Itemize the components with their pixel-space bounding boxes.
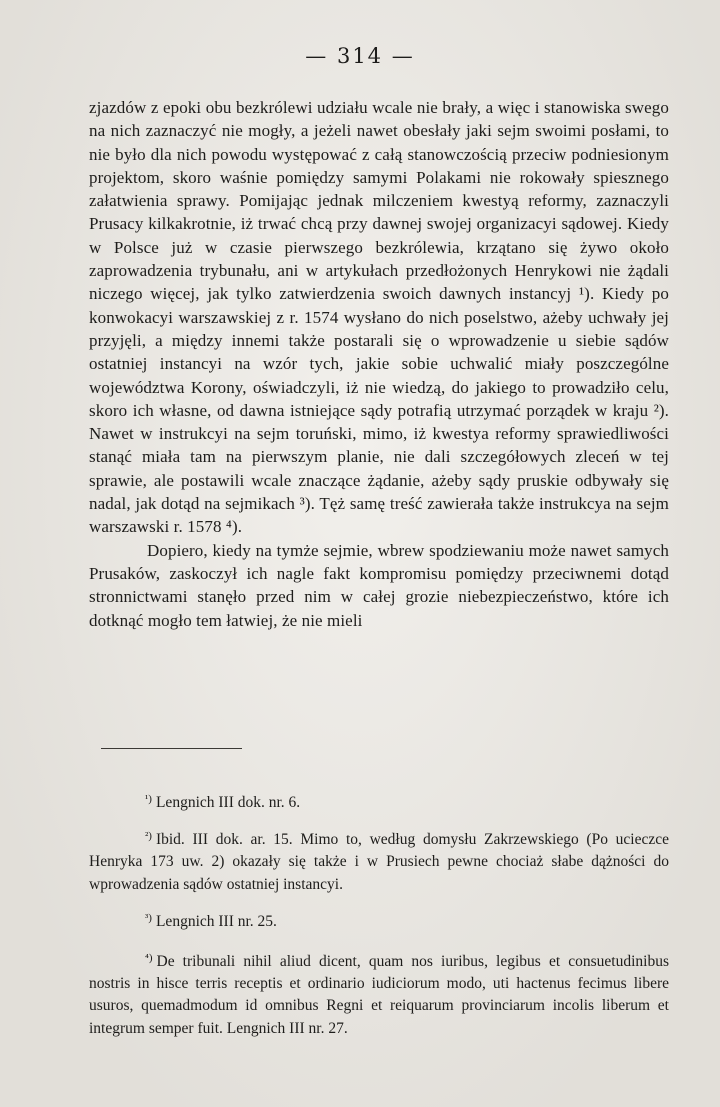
footnote-1 [89,788,669,814]
footnote-mark: ⁴) [145,952,153,965]
footnote-mark: ¹) [145,793,152,805]
footnote-4 [89,947,669,1040]
footnote-divider [101,748,242,749]
footnote-mark: ²) [145,830,152,843]
page-number: — 314 — [305,44,415,68]
footnote-text: De tribunali nihil aliud dicent, quam nos iuribus, legibus et consuetudinibus nostris in hisce terris receptis et ordinario iudiciorum modo, uti hactenus fecimus libere usuros, quemadmodum id omnibus Regni et reiquarum provinciarum incolis liberum et integrum semper fuit. Lengnich III nr. 27. [89,953,669,1037]
footnote-text: Lengnich III dok. nr. 6. [155,794,301,811]
paragraph-1: zjazdów z epoki obu bezkrólewi udziału wcale nie brały, a więc i stanowiska swego na nich zaznaczyć nie mogły, a jeżeli nawet obesłały jaki sejm swoimi posłami, to nie było dla nich powodu występować z całą stanowczością przeciw podniesionym projektom, skoro waśnie pomiędzy samymi Polakami nie rokowały spiesznego załatwienia sprawy. Pomijając jednak milczeniem kwestyą reformy, zaznaczyli Prusacy kilkakrotnie, iż trwać chcą przy dawnej swojej organizacyi sądowej. Kiedy w Polsce już w czasie pierwszego bezkrólewia, krzątano się żywo około zaprowadzenia trybunału, ani w artykułach przedłożonych Henrykowi nie żądali niczego więcej, jak tylko zatwierdzenia swoich dawnych instancyj ¹). Kiedy po konwokacyi warszawskiej z r. 1574 wysłano do nich poselstwo, ażeby uchwały jej przyjęli, a między innemi także postarali się o wprowadzenie u siebie sądów ostatniej instancyi na wzór tych, jakie sobie uchwalić miały poszczególne województwa Korony, oświadczyli, iż nie wiedzą, do jakiego to prowadziło celu, skoro ich własne, od dawna istniejące sądy potrafią utrzymać porządek w kraju ²). Nawet w instrukcyi na sejm toruński, mimo, iż kwestya reformy sprawiedliwości stanąć miała tam na pierwszym planie, nie dali szczegółowych zleceń w tej sprawie, ale postawili wcale znaczące żądanie, ażeby sądy pruskie odbywały się nadal, jak dotąd na sejmikach ³). Tęż samę treść zawierała także instrukcya na sejm warszawski r. 1578 ⁴). [89,98,669,537]
footnote-2 [89,825,669,896]
paragraph-2: Dopiero, kiedy na tymże sejmie, wbrew spodziewaniu może nawet samych Prusaków, zaskoczył ich nagle fakt kompromisu pomiędzy przeciwnemi dotąd stronnictwami stanęło przed nim w całej grozie niebezpieczeństwo, które ich dotknąć mogło tem łatwiej, że nie mieli [89,540,669,630]
footnote-3 [89,907,669,933]
footnote-text: Ibid. III dok. ar. 15. Mimo to, według domysłu Zakrzewskiego (Po ucieczce Henryka 173 uw. 2) okazały się także i w Prusiech pewne chociaż słabe dążności do wprowadzenia sądów ostatniej instancyi. [89,831,669,893]
footnote-mark: ³) [145,911,152,924]
main-text [89,96,669,632]
footnote-text: Lengnich III nr. 25. [155,912,277,930]
footnotes [89,788,669,1051]
